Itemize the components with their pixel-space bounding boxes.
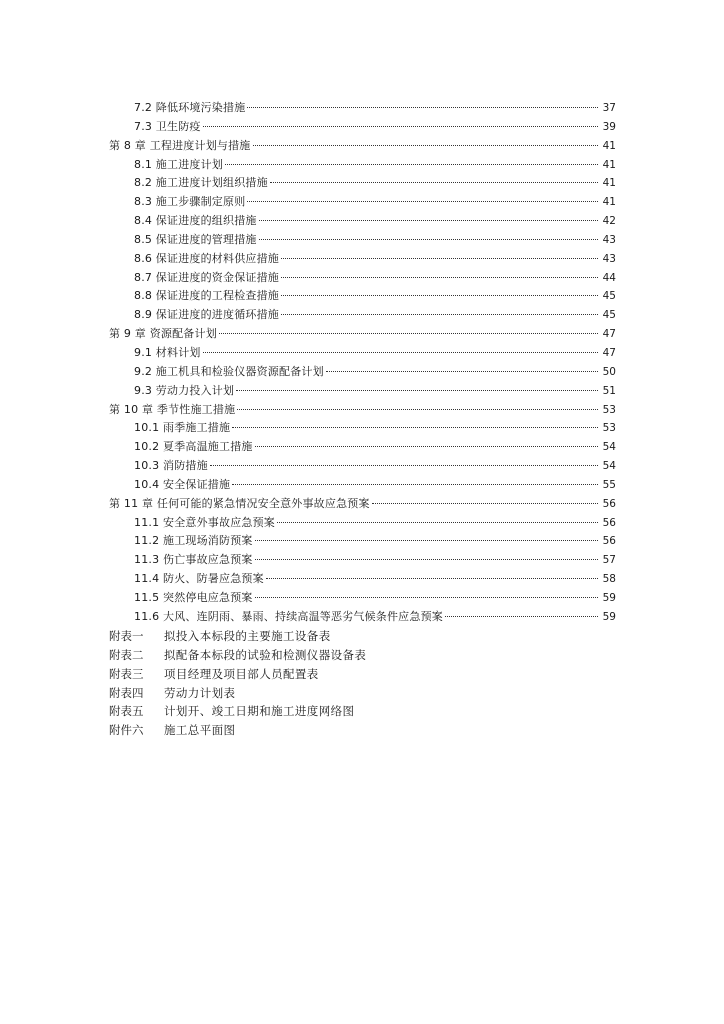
toc-entry-label: 9.2 施工机具和检验仪器资源配备计划 — [134, 364, 324, 378]
toc-section-entry — [109, 382, 616, 401]
toc-entry-label: 8.1 施工进度计划 — [134, 157, 223, 171]
appendix-entry-title: 计划开、竣工日期和施工进度网络图 — [164, 704, 355, 719]
toc-dot-leader — [281, 295, 598, 296]
toc-dot-leader — [203, 126, 598, 127]
toc-entry-page-number: 57 — [602, 554, 616, 567]
toc-entry-page-number: 51 — [602, 384, 616, 397]
toc-dot-leader — [266, 578, 598, 579]
appendix-entry-label: 附件六 — [109, 723, 144, 738]
toc-entry-label: 10.3 消防措施 — [134, 459, 208, 473]
toc-entry-label: 11.3 伤亡事故应急预案 — [134, 553, 253, 567]
appendix-entry-title: 拟投入本标段的主要施工设备表 — [164, 629, 331, 643]
toc-dot-leader — [237, 409, 598, 410]
toc-dot-leader — [255, 597, 598, 598]
toc-entry-page-number: 53 — [602, 422, 616, 435]
appendix-entry-label: 附表五 — [109, 704, 144, 719]
appendix-entry — [109, 646, 616, 665]
toc-section-entry — [109, 476, 616, 495]
toc-section-entry — [109, 156, 616, 175]
toc-section-entry — [109, 306, 616, 325]
toc-section-entry — [109, 532, 616, 551]
toc-dot-leader — [203, 352, 598, 353]
toc-dot-leader — [247, 107, 598, 108]
toc-entry-label: 8.9 保证进度的进度循环措施 — [134, 308, 279, 322]
toc-entry-label: 7.2 降低环境污染措施 — [134, 101, 246, 114]
appendix-entry-label: 附表一 — [109, 629, 144, 643]
appendix-entry — [109, 684, 616, 703]
toc-dot-leader — [277, 522, 598, 523]
toc-entry-page-number: 45 — [602, 309, 616, 322]
toc-section-entry — [109, 551, 616, 570]
toc-entry-page-number: 50 — [602, 365, 616, 378]
toc-dot-leader — [232, 484, 598, 485]
appendix-entry-title: 拟配备本标段的试验和检测仪器设备表 — [164, 647, 367, 662]
toc-entry-page-number: 41 — [602, 196, 616, 209]
toc-entry-page-number: 39 — [602, 120, 616, 133]
table-of-contents — [109, 99, 616, 627]
toc-entry-label: 9.1 材料计划 — [134, 345, 201, 359]
toc-dot-leader — [281, 314, 598, 315]
toc-entry-label: 11.4 防火、防暑应急预案 — [134, 572, 264, 586]
toc-section-entry — [109, 457, 616, 476]
toc-entry-page-number: 37 — [602, 102, 616, 114]
toc-chapter-entry — [109, 401, 616, 420]
toc-section-entry — [109, 438, 616, 457]
toc-entry-label: 8.3 施工步骤制定原则 — [134, 195, 246, 209]
toc-section-entry — [109, 419, 616, 438]
appendix-entry-title: 施工总平面图 — [164, 723, 236, 738]
toc-entry-label: 第 11 章 任何可能的紧急情况安全意外事故应急预案 — [109, 496, 370, 510]
toc-entry-label: 第 10 章 季节性施工措施 — [109, 402, 236, 416]
toc-dot-leader — [247, 201, 598, 202]
toc-dot-leader — [219, 333, 598, 334]
toc-dot-leader — [255, 559, 598, 560]
toc-entry-label: 第 9 章 资源配备计划 — [109, 327, 217, 341]
appendix-entry-title: 项目经理及项目部人员配置表 — [164, 666, 319, 681]
toc-entry-label: 10.1 雨季施工措施 — [134, 421, 231, 435]
appendix-entry-label: 附表四 — [109, 685, 144, 700]
toc-dot-leader — [259, 239, 598, 240]
toc-entry-page-number: 59 — [602, 610, 616, 623]
toc-entry-label: 8.7 保证进度的资金保证措施 — [134, 270, 279, 284]
toc-dot-leader — [232, 427, 598, 428]
toc-dot-leader — [253, 145, 599, 146]
toc-entry-page-number: 42 — [602, 215, 616, 228]
appendix-entry — [109, 627, 616, 646]
appendix-entry-title: 劳动力计划表 — [164, 685, 236, 700]
appendix-list — [109, 627, 616, 740]
toc-entry-label: 9.3 劳动力投入计划 — [134, 383, 235, 397]
toc-section-entry — [109, 174, 616, 193]
toc-chapter-entry — [109, 325, 616, 344]
toc-entry-page-number: 54 — [602, 441, 616, 454]
toc-section-entry — [109, 118, 616, 137]
toc-chapter-entry — [109, 137, 616, 156]
toc-dot-leader — [270, 182, 598, 183]
toc-entry-label: 8.2 施工进度计划组织措施 — [134, 176, 268, 190]
toc-entry-page-number: 47 — [602, 346, 616, 359]
toc-entry-page-number: 43 — [602, 233, 616, 246]
toc-entry-label: 10.4 安全保证措施 — [134, 477, 231, 491]
toc-section-entry — [109, 570, 616, 589]
toc-chapter-entry — [109, 495, 616, 514]
toc-entry-label: 11.6 大风、连阴雨、暴雨、持续高温等恶劣气候条件应急预案 — [134, 609, 443, 623]
toc-entry-page-number: 44 — [602, 271, 616, 284]
toc-section-entry — [109, 608, 616, 627]
toc-entry-label: 8.6 保证进度的材料供应措施 — [134, 251, 279, 265]
toc-dot-leader — [445, 616, 598, 617]
appendix-entry — [109, 721, 616, 740]
toc-dot-leader — [255, 540, 598, 541]
toc-entry-label: 第 8 章 工程进度计划与措施 — [109, 138, 251, 152]
toc-entry-page-number: 41 — [602, 158, 616, 171]
toc-dot-leader — [225, 164, 598, 165]
toc-entry-label: 11.2 施工现场消防预案 — [134, 534, 253, 548]
toc-entry-label: 8.4 保证进度的组织措施 — [134, 214, 257, 228]
toc-dot-leader — [210, 465, 598, 466]
toc-section-entry — [109, 99, 616, 118]
toc-section-entry — [109, 212, 616, 231]
toc-section-entry — [109, 287, 616, 306]
toc-dot-leader — [372, 503, 598, 504]
toc-entry-page-number: 41 — [602, 177, 616, 190]
toc-entry-page-number: 56 — [602, 535, 616, 548]
toc-entry-label: 7.3 卫生防疫 — [134, 119, 201, 133]
toc-dot-leader — [236, 390, 598, 391]
toc-entry-page-number: 53 — [602, 403, 616, 416]
appendix-entry — [109, 702, 616, 721]
toc-entry-label: 11.5 突然停电应急预案 — [134, 590, 253, 604]
appendix-entry-label: 附表三 — [109, 666, 144, 681]
toc-entry-page-number: 59 — [602, 591, 616, 604]
toc-section-entry — [109, 363, 616, 382]
toc-entry-page-number: 56 — [602, 497, 616, 510]
toc-entry-page-number: 55 — [602, 478, 616, 491]
toc-section-entry — [109, 250, 616, 269]
toc-dot-leader — [326, 371, 598, 372]
toc-dot-leader — [281, 277, 598, 278]
toc-entry-page-number: 47 — [602, 328, 616, 341]
toc-entry-page-number: 41 — [602, 139, 616, 152]
toc-entry-label: 10.2 夏季高温施工措施 — [134, 440, 253, 454]
toc-dot-leader — [255, 446, 598, 447]
toc-dot-leader — [259, 220, 598, 221]
toc-entry-page-number: 45 — [602, 290, 616, 303]
toc-entry-label: 11.1 安全意外事故应急预案 — [134, 515, 275, 529]
toc-entry-page-number: 43 — [602, 252, 616, 265]
toc-entry-label: 8.8 保证进度的工程检查措施 — [134, 289, 279, 303]
toc-entry-label: 8.5 保证进度的管理措施 — [134, 232, 257, 246]
toc-entry-page-number: 56 — [602, 516, 616, 529]
appendix-entry-label: 附表二 — [109, 647, 144, 662]
toc-section-entry — [109, 514, 616, 533]
toc-section-entry — [109, 589, 616, 608]
toc-section-entry — [109, 344, 616, 363]
toc-entry-page-number: 54 — [602, 460, 616, 473]
toc-section-entry — [109, 269, 616, 288]
toc-section-entry — [109, 193, 616, 212]
toc-entry-page-number: 58 — [602, 573, 616, 586]
toc-section-entry — [109, 231, 616, 250]
toc-dot-leader — [281, 258, 598, 259]
appendix-entry — [109, 665, 616, 684]
